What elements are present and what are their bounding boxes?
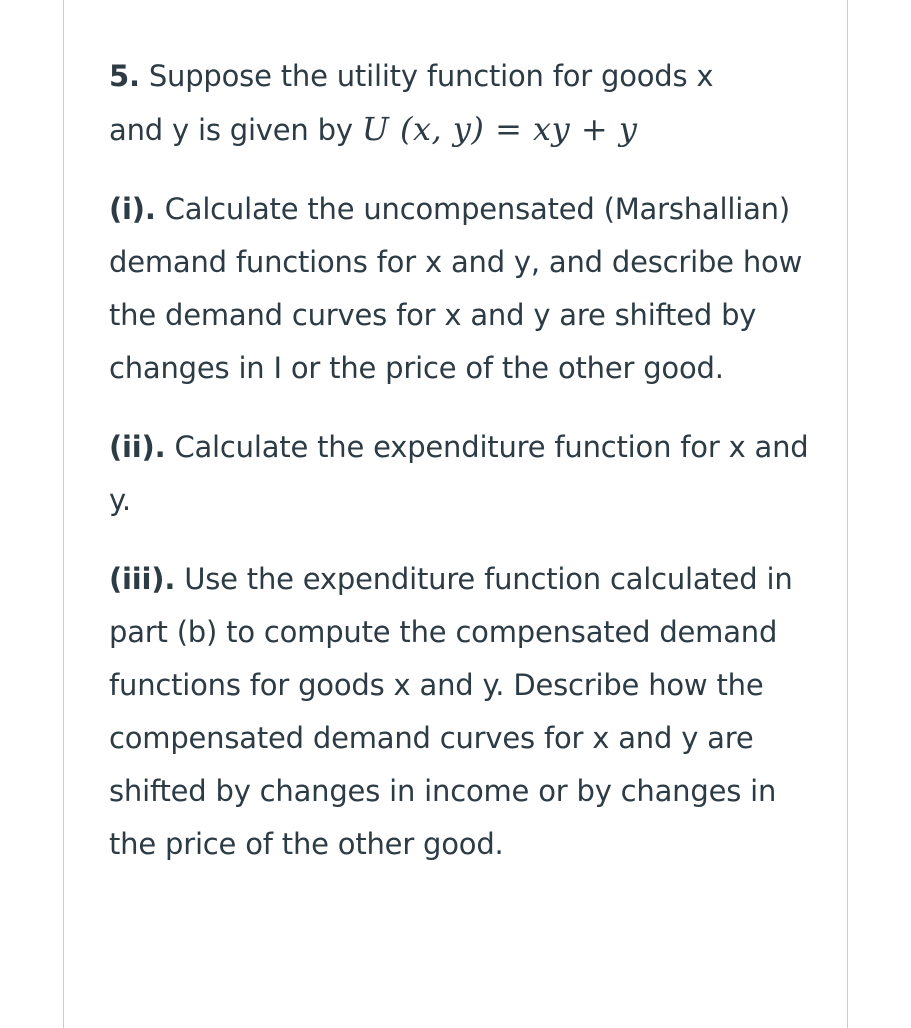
part-i-label: (i).: [109, 192, 156, 226]
part-i-text: Calculate the uncompensated (Marshallian) demand functions for x and y, and describe how the demand curves for x and y are shifted by changes in I or the price of the other good.: [109, 192, 803, 385]
utility-formula: U (x, y) = xy + y: [361, 110, 638, 148]
part-ii: [109, 421, 809, 527]
part-ii-text: Calculate the expenditure function for x and y.: [109, 430, 809, 517]
question-content: [109, 50, 809, 897]
part-iii: [109, 553, 809, 871]
question-intro-line2: and y is given by: [109, 113, 353, 147]
question-intro-line1: Suppose the utility function for goods x: [148, 59, 714, 93]
part-iii-label: (iii).: [109, 562, 176, 596]
part-i: [109, 183, 809, 395]
part-ii-label: (ii).: [109, 430, 166, 464]
question-number: 5.: [109, 59, 140, 93]
part-iii-text: Use the expenditure function calculated in part (b) to compute the compensated demand functions for goods x and y. Describe how the compensated demand curves for x and y are shifted by changes in income or by changes in the price of the other good.: [109, 562, 793, 861]
question-intro: [109, 50, 809, 157]
